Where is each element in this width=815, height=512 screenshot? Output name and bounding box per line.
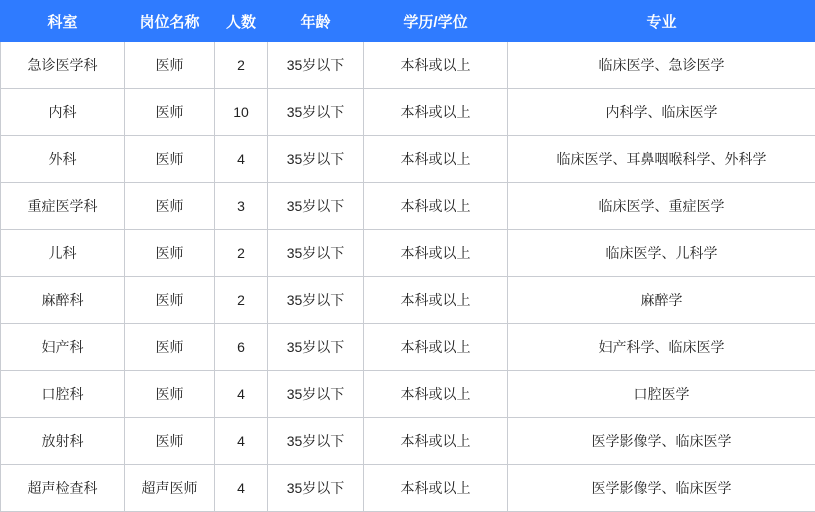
cell-department: 急诊医学科 bbox=[1, 42, 125, 89]
cell-position: 医师 bbox=[125, 183, 215, 230]
cell-education: 本科或以上 bbox=[364, 324, 508, 371]
cell-education: 本科或以上 bbox=[364, 465, 508, 512]
cell-department: 超声检查科 bbox=[1, 465, 125, 512]
cell-age: 35岁以下 bbox=[268, 136, 364, 183]
cell-count: 2 bbox=[215, 230, 268, 277]
cell-major: 临床医学、重症医学 bbox=[508, 183, 815, 230]
cell-department: 放射科 bbox=[1, 418, 125, 465]
cell-education: 本科或以上 bbox=[364, 371, 508, 418]
table-header-row bbox=[1, 1, 815, 42]
table-row bbox=[1, 183, 815, 230]
cell-position: 超声医师 bbox=[125, 465, 215, 512]
cell-count: 3 bbox=[215, 183, 268, 230]
cell-position: 医师 bbox=[125, 371, 215, 418]
cell-department: 重症医学科 bbox=[1, 183, 125, 230]
cell-age: 35岁以下 bbox=[268, 324, 364, 371]
cell-position: 医师 bbox=[125, 418, 215, 465]
table-row bbox=[1, 324, 815, 371]
table-row bbox=[1, 418, 815, 465]
cell-major: 医学影像学、临床医学 bbox=[508, 418, 815, 465]
column-header-education: 学历/学位 bbox=[364, 1, 508, 42]
cell-count: 4 bbox=[215, 371, 268, 418]
cell-position: 医师 bbox=[125, 230, 215, 277]
table-row bbox=[1, 465, 815, 512]
cell-count: 4 bbox=[215, 136, 268, 183]
column-header-major: 专业 bbox=[508, 1, 815, 42]
cell-education: 本科或以上 bbox=[364, 418, 508, 465]
cell-age: 35岁以下 bbox=[268, 418, 364, 465]
cell-position: 医师 bbox=[125, 324, 215, 371]
cell-age: 35岁以下 bbox=[268, 277, 364, 324]
cell-major: 内科学、临床医学 bbox=[508, 89, 815, 136]
cell-department: 内科 bbox=[1, 89, 125, 136]
cell-count: 2 bbox=[215, 42, 268, 89]
table-row bbox=[1, 42, 815, 89]
table-row bbox=[1, 89, 815, 136]
cell-education: 本科或以上 bbox=[364, 89, 508, 136]
cell-age: 35岁以下 bbox=[268, 183, 364, 230]
cell-age: 35岁以下 bbox=[268, 42, 364, 89]
cell-age: 35岁以下 bbox=[268, 371, 364, 418]
cell-count: 6 bbox=[215, 324, 268, 371]
table-row bbox=[1, 136, 815, 183]
cell-major: 医学影像学、临床医学 bbox=[508, 465, 815, 512]
cell-count: 4 bbox=[215, 418, 268, 465]
cell-department: 口腔科 bbox=[1, 371, 125, 418]
cell-age: 35岁以下 bbox=[268, 465, 364, 512]
cell-education: 本科或以上 bbox=[364, 230, 508, 277]
cell-education: 本科或以上 bbox=[364, 136, 508, 183]
cell-position: 医师 bbox=[125, 136, 215, 183]
table-row bbox=[1, 371, 815, 418]
cell-count: 2 bbox=[215, 277, 268, 324]
cell-education: 本科或以上 bbox=[364, 42, 508, 89]
table-row bbox=[1, 277, 815, 324]
cell-major: 临床医学、急诊医学 bbox=[508, 42, 815, 89]
cell-department: 儿科 bbox=[1, 230, 125, 277]
column-header-count: 人数 bbox=[215, 1, 268, 42]
cell-department: 妇产科 bbox=[1, 324, 125, 371]
cell-major: 妇产科学、临床医学 bbox=[508, 324, 815, 371]
cell-position: 医师 bbox=[125, 42, 215, 89]
cell-major: 麻醉学 bbox=[508, 277, 815, 324]
table-header bbox=[1, 1, 815, 42]
column-header-age: 年龄 bbox=[268, 1, 364, 42]
cell-age: 35岁以下 bbox=[268, 230, 364, 277]
cell-department: 麻醉科 bbox=[1, 277, 125, 324]
cell-count: 4 bbox=[215, 465, 268, 512]
cell-education: 本科或以上 bbox=[364, 183, 508, 230]
column-header-department: 科室 bbox=[1, 1, 125, 42]
cell-major: 临床医学、儿科学 bbox=[508, 230, 815, 277]
cell-position: 医师 bbox=[125, 89, 215, 136]
cell-age: 35岁以下 bbox=[268, 89, 364, 136]
cell-major: 临床医学、耳鼻咽喉科学、外科学 bbox=[508, 136, 815, 183]
column-header-position: 岗位名称 bbox=[125, 1, 215, 42]
cell-position: 医师 bbox=[125, 277, 215, 324]
cell-education: 本科或以上 bbox=[364, 277, 508, 324]
cell-major: 口腔医学 bbox=[508, 371, 815, 418]
table-row bbox=[1, 230, 815, 277]
cell-department: 外科 bbox=[1, 136, 125, 183]
cell-count: 10 bbox=[215, 89, 268, 136]
table-body bbox=[1, 42, 815, 512]
